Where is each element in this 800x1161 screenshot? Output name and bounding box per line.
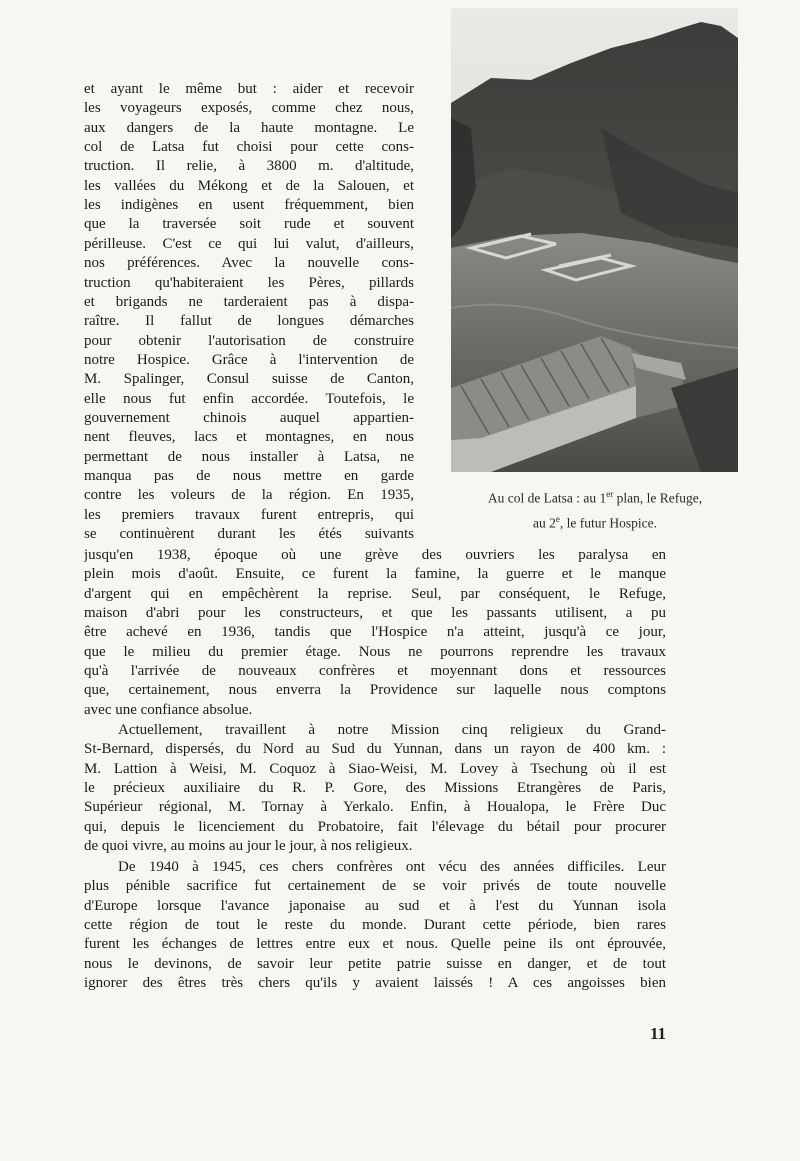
- text-line: les premiers travaux furent entrepris, qui: [84, 506, 414, 523]
- text-line: nous le devinons, de savoir leur petite patrie suisse en danger, et de tout: [84, 955, 666, 972]
- text-line: cette région de tout le reste du monde. Durant cette période, bien rares: [84, 917, 666, 934]
- text-line: permettant de nous installer à Latsa, ne: [84, 448, 414, 465]
- text-line: le précieux auxiliaire du R. P. Gore, des Missions Etrangères de Paris,: [84, 780, 666, 797]
- photo-caption: [445, 484, 745, 533]
- caption-line-2: au 2e, le futur Hospice.: [533, 513, 657, 530]
- text-line: qui, depuis le licenciement du Probatoire, fait l'élevage du bétail pour procurer: [84, 818, 666, 835]
- text-line: manqua pas de nous mettre en garde: [84, 468, 414, 484]
- caption-line-1: Au col de Latsa : au 1er plan, le Refuge,: [487, 489, 703, 506]
- text-line: les voyageurs exposés, comme chez nous,: [84, 100, 414, 117]
- text-line: M. Spalinger, Consul suisse de Canton,: [84, 371, 414, 388]
- text-line: nent fleuves, lacs et montagnes, en nous: [84, 429, 414, 446]
- text-line: d'argent qui en empêchèrent la reprise. Seul, par conséquent, le Refuge,: [84, 585, 666, 602]
- text-line: être achevé en 1936, tandis que l'Hospice n'a atteint, jusqu'à ce jour,: [84, 624, 666, 641]
- text-line: furent les échanges de lettres entre eux et nous. Quelle peine ils ont éprouvée,: [84, 936, 666, 953]
- text-line: col de Latsa fut choisi pour cette cons-: [84, 139, 414, 156]
- text-line: jusqu'en 1938, époque où une grève des ouvriers les paralysa en: [84, 547, 666, 563]
- text-line: aux dangers de la haute montagne. Le: [84, 119, 414, 136]
- text-line: De 1940 à 1945, ces chers confrères ont vécu des années difficiles. Leur: [118, 859, 666, 875]
- text-line: qu'à l'arrivée de nouveaux confrères et moyennant dons et ressources: [84, 663, 666, 680]
- text-line: plus pénible sacrifice fut certainement de se voir privés de toute nouvelle: [84, 878, 666, 895]
- text-line: notre Hospice. Grâce à l'intervention de: [84, 351, 414, 368]
- text-line: M. Lattion à Weisi, M. Coquoz à Siao-Weisi, M. Lovey à Tsechung où il est: [84, 760, 666, 777]
- text-line: Supérieur régional, M. Tornay à Yerkalo. Enfin, à Houalopa, le Frère Duc: [84, 799, 666, 816]
- text-line: que la traversée soit rude et souvent: [84, 216, 414, 233]
- text-line: raître. Il fallut de longues démarches: [84, 313, 414, 330]
- text-line: les vallées du Mékong et de la Salouen, et: [84, 177, 414, 194]
- text-line: elle nous fut enfin accordée. Toutefois, le: [84, 390, 414, 407]
- text-line: pour obtenir l'autorisation de construire: [84, 332, 414, 349]
- text-line: périlleuse. C'est ce qui lui valut, d'ailleurs,: [84, 235, 414, 252]
- text-line: plein mois d'août. Ensuite, ce furent la famine, la guerre et le manque: [84, 566, 666, 583]
- text-line: avec une confiance absolue.: [84, 701, 253, 718]
- text-line: St-Bernard, dispersés, du Nord au Sud du Yunnan, dans un rayon de 400 km. :: [84, 741, 666, 758]
- text-line: d'Europe lorsque l'avance japonaise au sud et à l'est du Yunnan isola: [84, 897, 666, 914]
- text-line: truction. Il relie, à 3800 m. d'altitude,: [84, 158, 414, 175]
- text-line: ignorer des êtres très chers qu'ils y avaient laissés ! A ces angoisses bien: [84, 975, 666, 992]
- page-number: 11: [649, 1024, 666, 1043]
- text-line: que, certainement, nous enverra la Providence sur laquelle nous comptons: [84, 682, 666, 699]
- text-line: les indigènes en usent fréquemment, bien: [84, 197, 414, 214]
- text-line: truction qu'habiteraient les Pères, pillards: [84, 274, 414, 291]
- text-line: et ayant le même but : aider et recevoir: [84, 81, 414, 97]
- text-line: gouvernement chinois auquel appartien-: [84, 409, 414, 426]
- text-line: Actuellement, travaillent à notre Mission cinq religieux du Grand-: [118, 722, 666, 738]
- text-line: nos préférences. Avec la nouvelle cons-: [84, 255, 414, 272]
- text-line: que le milieu du premier étage. Nous ne pourrons reprendre les travaux: [84, 643, 666, 660]
- photo-latsa-pass: [451, 8, 738, 472]
- text-line: contre les voleurs de la région. En 1935,: [84, 487, 414, 504]
- text-line: de quoi vivre, au moins au jour le jour, à nos religieux.: [84, 838, 413, 855]
- text-line: se continuèrent durant les étés suivants: [84, 526, 414, 543]
- text-line: et brigands ne tarderaient pas à dispa-: [84, 293, 414, 310]
- text-line: maison d'abri pour les constructeurs, et que les passants utilisent, a pu: [84, 605, 666, 622]
